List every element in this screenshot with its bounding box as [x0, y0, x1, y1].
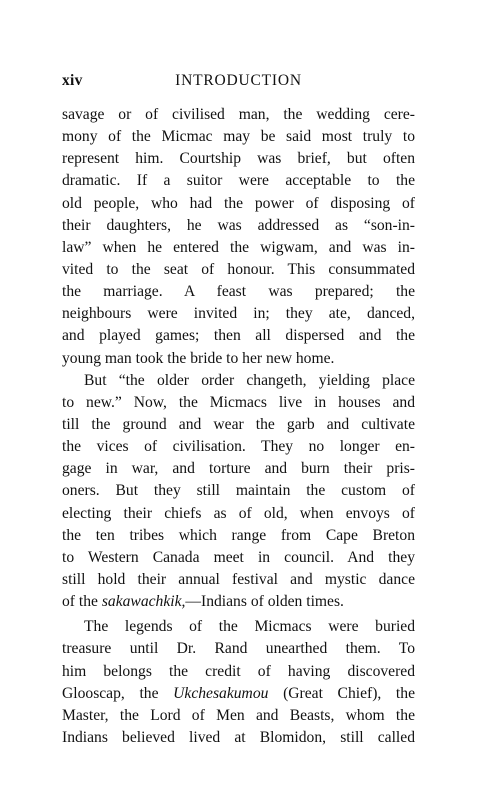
text-run: represent him. Courtship was brief, but often: [62, 150, 415, 168]
text-line: [62, 458, 415, 480]
text-line: [62, 392, 415, 414]
text-run: electing their chiefs as of old, when envoys of: [62, 504, 415, 522]
text-run: oners. But they still maintain the custom of: [62, 482, 415, 500]
text-run: young man took the bride to her new home.: [62, 349, 335, 367]
text-run: savage or of civilised man, the wedding cere-: [62, 106, 415, 123]
text-run: treasure until Dr. Rand unearthed them. To: [62, 640, 415, 658]
text-line: [62, 436, 415, 458]
text-run: (Great Chief), the: [268, 684, 415, 702]
text-run: Indians believed lived at Blomidon, still called: [62, 728, 415, 746]
text-run: gage in war, and torture and burn their pris-: [62, 460, 415, 478]
text-line: [62, 193, 415, 215]
text-run: dramatic. If a suitor were acceptable to the: [62, 172, 415, 190]
text-line: [62, 325, 415, 347]
text-line: [62, 281, 415, 303]
italic-term: sakawachkik,: [101, 593, 186, 611]
text-line: [62, 370, 415, 392]
text-line: [62, 616, 415, 638]
running-title: INTRODUCTION: [175, 72, 302, 89]
text-line: [62, 547, 415, 569]
text-run: Master, the Lord of Men and Beasts, whom the: [62, 706, 415, 724]
text-run: till the ground and wear the garb and cultivate: [62, 415, 415, 433]
text-run: him belongs the credit of having discovered: [62, 662, 415, 680]
text-line: [62, 348, 415, 370]
text-run: neighbours were invited in; they ate, danced,: [62, 305, 415, 323]
text-line: [62, 591, 415, 613]
text-line: [62, 215, 415, 237]
text-run: law” when he entered the wigwam, and was in-: [62, 238, 415, 256]
page-number: xiv: [62, 72, 83, 89]
text-line: [62, 503, 415, 525]
text-line: [62, 569, 415, 591]
text-line: [62, 705, 415, 727]
text-run: Glooscap, the: [62, 684, 174, 702]
text-line: [62, 683, 415, 705]
paragraph-2: [62, 370, 415, 614]
text-line: [62, 104, 415, 126]
text-line: [62, 727, 415, 749]
text-line: [62, 638, 415, 660]
text-line: [62, 259, 415, 281]
text-run: —Indians of olden times.: [185, 593, 344, 611]
text-line: [62, 480, 415, 502]
text-run: mony of the Micmac may be said most truly to: [62, 128, 415, 146]
text-run: the marriage. A feast was prepared; the: [62, 283, 415, 301]
text-line: [62, 237, 415, 259]
text-run: old people, who had the power of disposing of: [62, 194, 415, 212]
text-run: their daughters, he was addressed as “son-in-: [62, 216, 415, 234]
text-run: of the: [62, 593, 102, 611]
text-run: and played games; then all dispersed and the: [62, 327, 415, 345]
text-run: the vices of civilisation. They no longer en-: [62, 438, 415, 456]
paragraph-1: [62, 104, 415, 370]
text-run: But “the older order changeth, yielding place: [84, 371, 415, 389]
paragraph-3: [62, 616, 415, 749]
text-line: [62, 661, 415, 683]
running-head: [62, 72, 415, 92]
text-line: [62, 303, 415, 325]
text-line: [62, 170, 415, 192]
text-run: to new.” Now, the Micmacs live in houses and: [62, 393, 415, 411]
italic-term: Ukchesakumou: [173, 684, 269, 702]
text-run: still hold their annual festival and mystic dance: [62, 570, 415, 588]
text-line: [62, 414, 415, 436]
text-run: vited to the seat of honour. This consummated: [62, 260, 415, 278]
text-run: The legends of the Micmacs were buried: [84, 618, 415, 636]
text-line: [62, 525, 415, 547]
text-run: to Western Canada meet in council. And they: [62, 548, 415, 566]
text-run: the ten tribes which range from Cape Breton: [62, 526, 415, 544]
text-line: [62, 126, 415, 148]
body-text: [62, 104, 415, 749]
text-line: [62, 148, 415, 170]
